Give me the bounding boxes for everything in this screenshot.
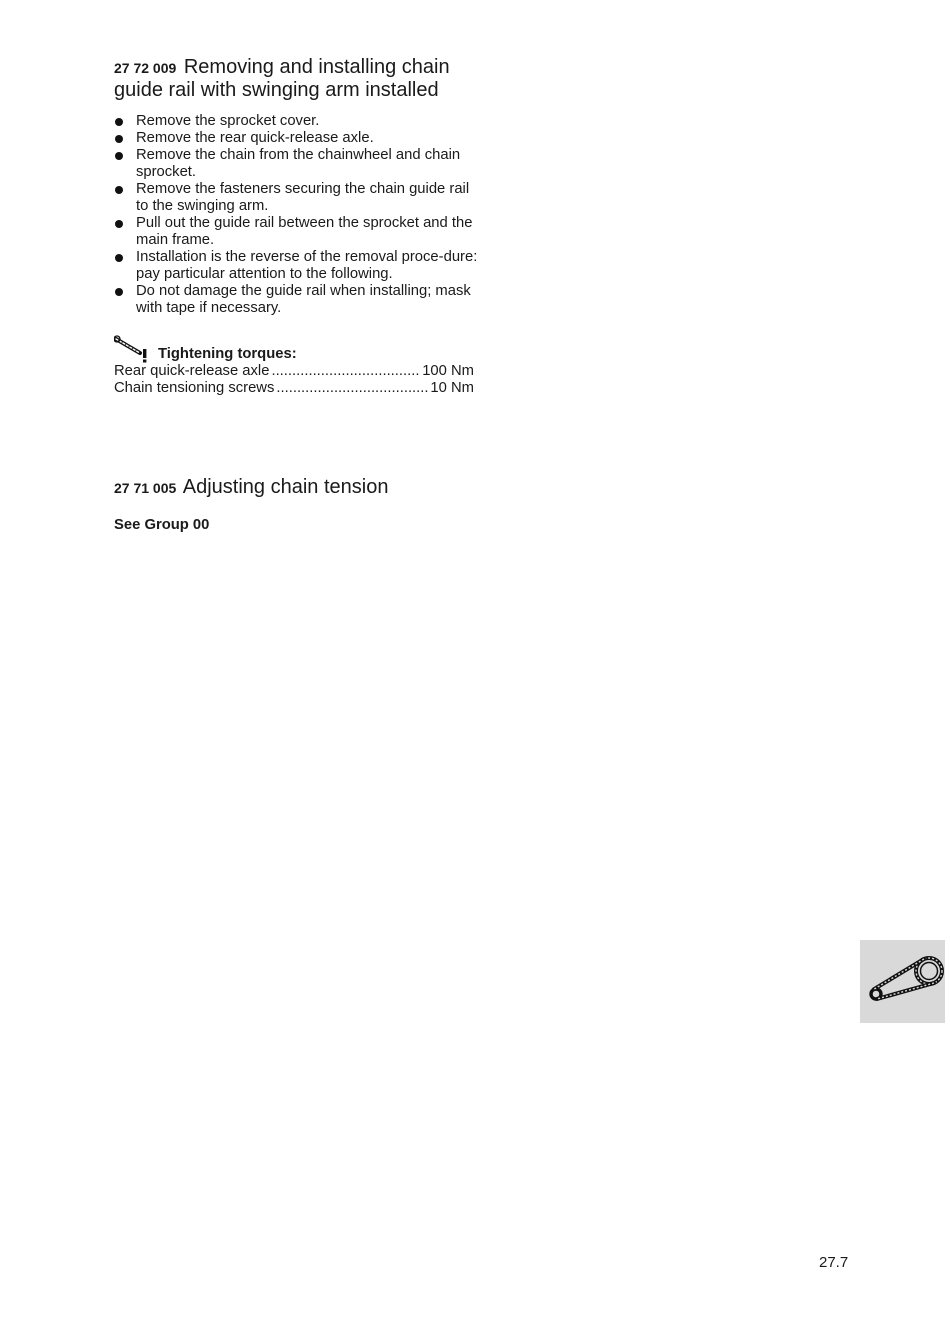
page-number: 27.7 — [819, 1254, 849, 1271]
section-code: 27 71 005 — [114, 480, 177, 496]
procedure-list — [114, 113, 484, 317]
torque-title: Tightening torques: — [158, 346, 297, 362]
list-item: Remove the fasteners securing the chain guide rail to the swinging arm. — [114, 181, 484, 215]
list-item: Remove the rear quick-release axle. — [114, 130, 484, 147]
section-code: 27 72 009 — [114, 60, 177, 76]
section-title: Adjusting chain tension — [182, 476, 389, 498]
bullet-icon — [115, 135, 123, 143]
section-chain-tension — [114, 476, 484, 533]
dot-leader — [276, 380, 428, 397]
section-chain-guide-rail — [114, 56, 484, 397]
cross-reference: See Group 00 — [114, 517, 210, 533]
group-side-tab — [860, 940, 945, 1023]
section-heading — [114, 56, 484, 101]
section-title: Removing and installing chain guide rail with swinging arm installed — [114, 56, 450, 101]
bullet-icon — [115, 152, 123, 160]
torque-label: Chain tensioning screws — [114, 380, 275, 396]
torque-row — [114, 380, 474, 397]
list-item: Remove the sprocket cover. — [114, 113, 484, 130]
chain-drive-icon — [860, 940, 945, 1023]
tightening-torques — [114, 335, 484, 397]
torque-wrench-icon — [114, 335, 154, 363]
bullet-icon — [115, 118, 123, 126]
list-item: Installation is the reverse of the removal proce-dure: pay particular attention to the following. — [114, 249, 484, 283]
torque-value: 10 Nm — [430, 380, 474, 396]
bullet-icon — [115, 220, 123, 228]
list-item: Do not damage the guide rail when installing; mask with tape if necessary. — [114, 283, 484, 317]
bullet-icon — [115, 288, 123, 296]
torque-row — [114, 363, 474, 380]
torque-label: Rear quick-release axle — [114, 363, 270, 379]
section-heading — [114, 476, 484, 499]
torque-value: 100 Nm — [422, 363, 474, 379]
torque-header — [114, 335, 484, 363]
bullet-icon — [115, 254, 123, 262]
bullet-icon — [115, 186, 123, 194]
list-item: Remove the chain from the chainwheel and chain sprocket. — [114, 147, 484, 181]
dot-leader — [271, 363, 420, 380]
list-item: Pull out the guide rail between the sprocket and the main frame. — [114, 215, 484, 249]
